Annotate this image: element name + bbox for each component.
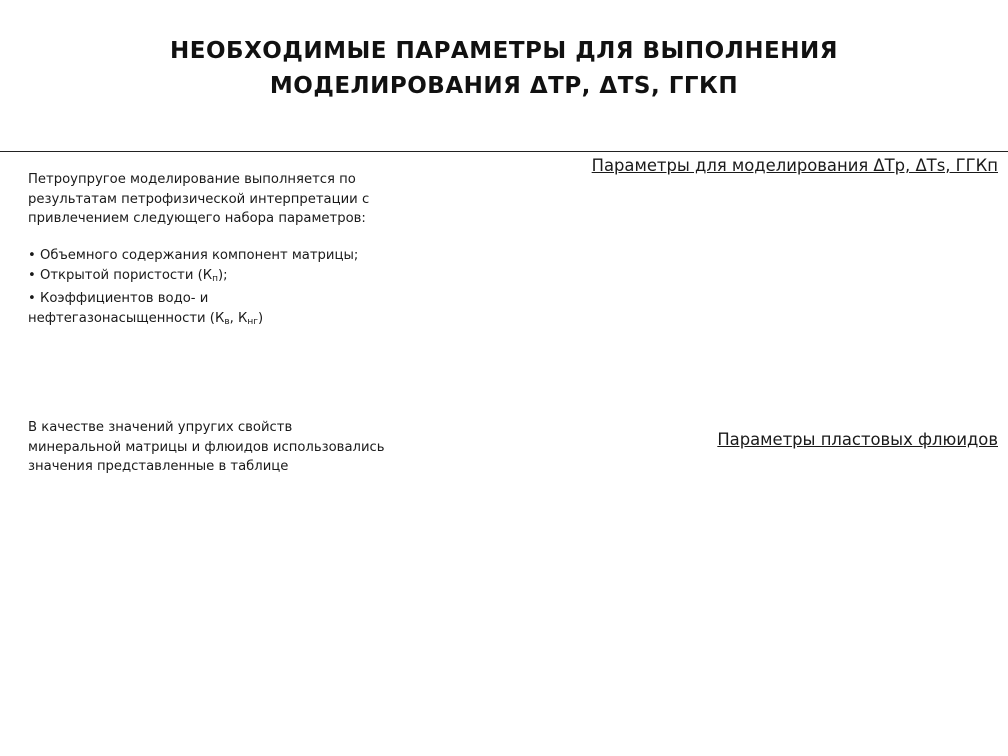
saturation-text: нефтегазонасыщенности (К bbox=[28, 310, 225, 326]
saturation-separator: , К bbox=[229, 310, 248, 326]
intro-line-3: привлечением следующего набора параметров: bbox=[28, 211, 366, 226]
oil-gas-subscript: нг bbox=[247, 316, 258, 327]
porosity-subscript: п bbox=[212, 273, 219, 284]
slide-title-line-2: МОДЕЛИРОВАНИЯ ΔТР, ΔТS, ГГКП bbox=[269, 73, 739, 99]
list-item-saturation: • Коэффициентов водо- и bbox=[28, 291, 209, 306]
fluid-parameters-link[interactable]: Параметры пластовых флюидов bbox=[717, 430, 998, 449]
porosity-suffix: ); bbox=[218, 267, 228, 283]
intro-line-2: результатам петрофизической интерпретации с bbox=[28, 191, 370, 207]
intro-paragraph bbox=[28, 170, 468, 229]
porosity-text: • Открытой пористости (К bbox=[28, 267, 213, 283]
slide-title-line-1: НЕОБХОДИМЫЕ ПАРАМЕТРЫ ДЛЯ ВЫПОЛНЕНИЯ bbox=[170, 38, 838, 64]
parameters-list bbox=[28, 246, 468, 332]
list-item-saturation-continued bbox=[28, 309, 468, 333]
note-line-3: значения представленные в таблице bbox=[28, 459, 289, 474]
list-item-porosity bbox=[28, 266, 468, 290]
list-item-matrix: • Объемного содержания компонент матрицы; bbox=[28, 248, 359, 263]
title-divider bbox=[0, 151, 1008, 152]
saturation-suffix: ) bbox=[258, 310, 264, 326]
intro-line-1: Петроупругое моделирование выполняется по bbox=[28, 172, 356, 187]
modeling-parameters-link[interactable]: Параметры для моделирования ΔТр, ΔТs, ГГКп bbox=[591, 156, 998, 175]
slide-title bbox=[0, 34, 1008, 104]
note-line-2: минеральной матрицы и флюидов использовались bbox=[28, 439, 385, 455]
note-line-1: В качестве значений упругих свойств bbox=[28, 420, 293, 435]
table-note-paragraph bbox=[28, 418, 488, 477]
water-subscript: в bbox=[224, 316, 230, 327]
